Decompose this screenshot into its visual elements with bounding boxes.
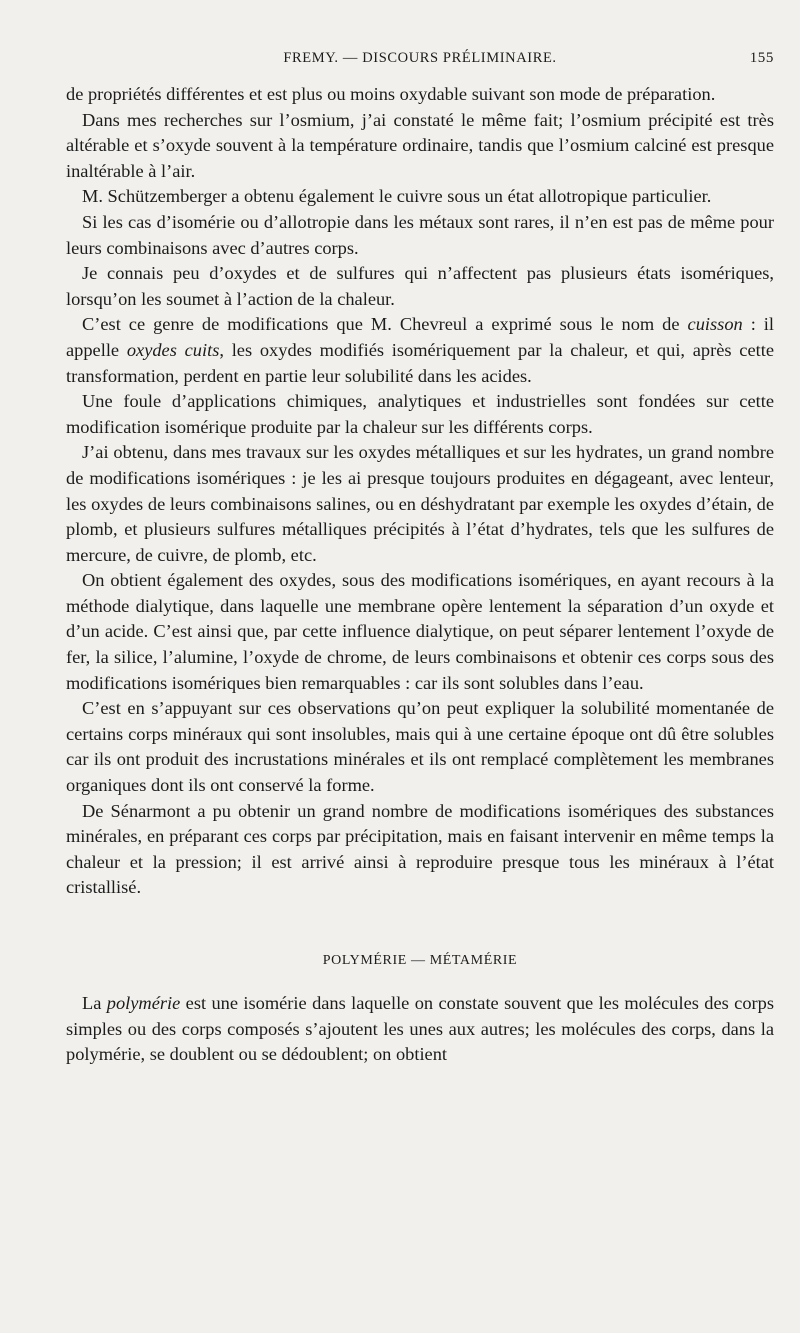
italic-term: polymérie bbox=[106, 993, 181, 1013]
paragraph bbox=[66, 312, 774, 389]
section-body bbox=[66, 991, 774, 1068]
paragraph: J’ai obtenu, dans mes travaux sur les oxydes métalliques et sur les hydrates, un grand nombre de modifications isomériques : je les ai presque toujours produites en dégageant, avec lenteur, les oxydes de leurs combinaisons salines, ou en déshydratant par exemple les oxydes d’étain, de plomb, et plusieurs sulfures métalliques précipités à l’état d’hydrates, tels que les sulfures de mercure, de cuivre, de plomb, etc. bbox=[66, 442, 774, 565]
paragraph: De Sénarmont a pu obtenir un grand nombre de modifications isomériques des substances minérales, en préparant ces corps par précipitation, mais en faisant intervenir en même temps la chaleur et la pression; il est arrivé ainsi à reproduire presque tous les minéraux à l’état cristallisé. bbox=[66, 800, 774, 898]
paragraph: M. Schützemberger a obtenu également le cuivre sous un état allotropique particulier. bbox=[82, 186, 712, 207]
paragraph-text: La bbox=[82, 993, 107, 1013]
paragraph-text: C’est ce genre de modifications que M. Chevreul a exprimé sous le nom de bbox=[82, 314, 688, 335]
paragraph bbox=[66, 991, 774, 1068]
page-number: 155 bbox=[749, 50, 774, 66]
paragraph: de propriétés différentes et est plus ou moins oxydable suivant son mode de préparation. bbox=[66, 84, 716, 104]
italic-term: cuisson bbox=[687, 314, 743, 335]
paragraph: On obtient également des oxydes, sous des modifications isomériques, en ayant recours à la méthode dialytique, dans laquelle une membrane opère lentement la séparation d’un oxyde et d’un acide. C’est ainsi que, par cette influence dialytique, on peut séparer lentement l’oxyde de fer, la silice, l’alumine, l’oxyde de chrome, de leurs combinaisons et obtenir ces corps sous des modifications isomériques bien remarquables : car ils sont solubles dans l’eau. bbox=[66, 570, 774, 693]
italic-term: oxydes cuits bbox=[126, 339, 220, 360]
paragraph-text: , les oxydes modifiés isomériquement par la chaleur, et qui, après cette transformation, perdent en partie leur solubilité dans les acides. bbox=[66, 339, 775, 386]
paragraph: Je connais peu d’oxydes et de sulfures qui n’affectent pas plusieurs états isomériques, lorsqu’on les soumet à l’action de la chaleur. bbox=[66, 263, 774, 309]
running-title: FREMY. — DISCOURS PRÉLIMINAIRE. bbox=[283, 50, 557, 66]
paragraph: Si les cas d’isomérie ou d’allotropie dans les métaux sont rares, il n’en est pas de même pour leurs combinaisons avec d’autres corps. bbox=[66, 211, 774, 258]
section-heading: POLYMÉRIE — MÉTAMÉRIE bbox=[322, 953, 518, 968]
running-header bbox=[66, 50, 774, 74]
paragraph-text: est une isomérie dans laquelle on constate souvent que les molécules des corps simples ou des corps composés s’ajoutent les unes aux autres; les molécules des corps, dans la polymérie, se doublent ou se dédoublent; on obtient bbox=[66, 993, 774, 1065]
paragraph: C’est en s’appuyant sur ces observations qu’on peut expliquer la solubilité momentanée de certains corps minéraux qui sont insolubles, mais qui à une certaine époque ont dû être solubles car ils ont produit des incrustations minérales et ils ont remplacé complètement les membranes organiques dont ils ont conservé la forme. bbox=[66, 698, 774, 796]
paragraph: Dans mes recherches sur l’osmium, j’ai constaté le même fait; l’osmium précipité est très altérable et s’oxyde souvent à la température ordinaire, tandis que l’osmium calciné est presque inaltérable à l’air. bbox=[66, 109, 774, 181]
body-text bbox=[66, 82, 774, 901]
paragraph-text: : il appelle bbox=[66, 314, 775, 360]
paragraph: Une foule d’applications chimiques, analytiques et industrielles sont fondées sur cette modification isomérique produite par la chaleur sur les différents corps. bbox=[66, 391, 774, 437]
